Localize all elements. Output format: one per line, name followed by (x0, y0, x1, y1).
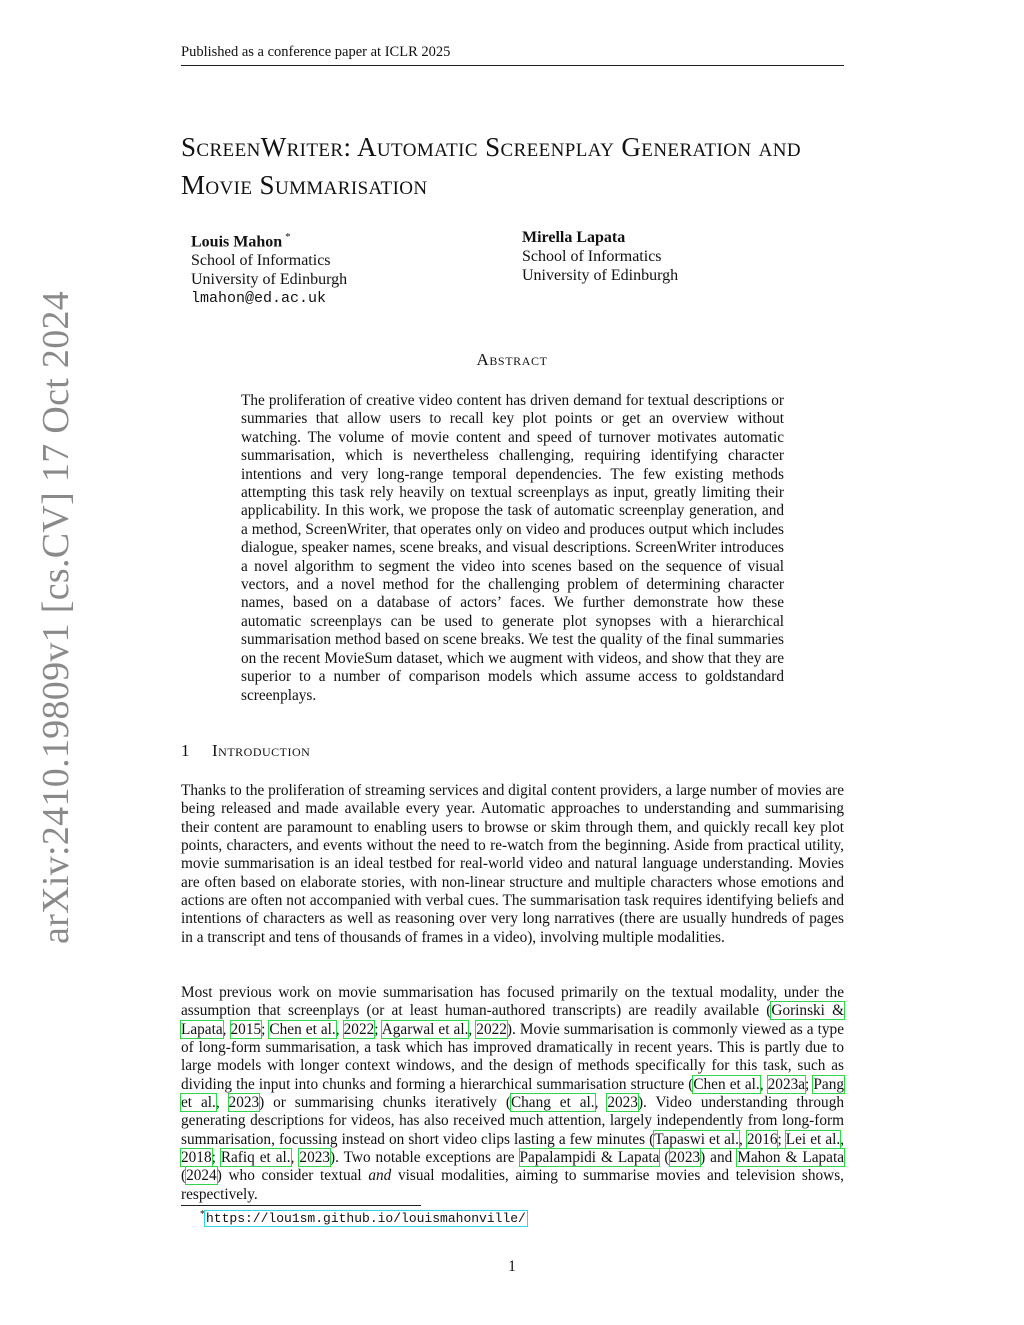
citation-link[interactable]: 2015 (230, 1020, 262, 1038)
citation-link[interactable]: Gorinski & Lapata (181, 1002, 845, 1038)
footnote-mark: * (200, 1209, 205, 1220)
author-footnote-mark: * (285, 231, 291, 243)
citation-link[interactable]: 2023 (607, 1094, 638, 1112)
arxiv-sidebar-stamp: arXiv:2410.19809v1 [cs.CV] 17 Oct 2024 (35, 290, 77, 944)
citation-link[interactable]: 2023 (299, 1149, 331, 1167)
footnote-url-link[interactable]: https://lou1sm.github.io/louismahonville/ (206, 1211, 526, 1226)
section-number: 1 (181, 741, 190, 760)
author-2 (522, 228, 678, 285)
abstract-heading: Abstract (476, 350, 548, 369)
citation-link[interactable]: 2023 (228, 1094, 260, 1112)
intro-paragraph-1: Thanks to the proliferation of streaming services and digital content providers, a large number of movies are being released and made available every year. Automatic approaches to understanding and summarising their content are paramount to enabling users to browse or skim through them, and quickly recall key plot points, characters, and events without the need to re-watch from the beginning. Aside from practical utility, movie summarisation is an ideal testbed for real-world video and natural language understanding. Movies are often based on elaborate stories, with non-linear structure and multiple characters whose emotions and actions are often not accompanied with verbal cues. The summarisation task requires identifying beliefs and intentions of characters as well as reasoning over very long narratives (there are usually hundreds of pages in a transcript and tens of thousands of frames in a video), involving multiple modalities. (181, 782, 844, 946)
paragraph-text: who consider textual (221, 1167, 369, 1185)
author-affiliation: School of Informatics (191, 252, 331, 270)
header-rule (181, 65, 844, 66)
citation-link[interactable]: Lei et al. (785, 1130, 841, 1148)
author-affiliation: School of Informatics (522, 248, 662, 265)
citation-link[interactable]: Chen et al. (693, 1075, 760, 1093)
citation-link[interactable]: 2023a (767, 1075, 806, 1093)
page-number: 1 (508, 1258, 516, 1275)
paragraph-text: ). Movie summarisation is commonly viewed as a type of long-form summarisation, a task which has improved dramatically in recent years. This is partly due to large models with longer context windows, and the design of methods specifically for this task, such as dividing the input into chunks and forming a hierarchical summarisation structure ( (181, 1020, 844, 1093)
paragraph-text: Most previous work on movie summarisation has focused primarily on the textual modality, under the assumption that screenplays (or at least human-authored transcripts) are readily available ( (181, 984, 844, 1020)
author-name: Louis Mahon (191, 233, 283, 251)
footnote (200, 1209, 527, 1226)
citation-link[interactable]: Chen et al. (269, 1020, 336, 1038)
paper-title: ScreenWriter: Automatic Screenplay Generation and Movie Summarisation (181, 132, 802, 200)
citation-link[interactable]: Tapaswi et al. (654, 1130, 739, 1148)
author-1 (191, 228, 347, 308)
citation-link[interactable]: 2022 (343, 1020, 375, 1038)
citation-link[interactable]: 2023 (669, 1149, 701, 1167)
author-name: Mirella Lapata (522, 229, 626, 246)
abstract-text: The proliferation of creative video content has driven demand for textual descriptions or summaries that allow users to recall key plot points or get an overview without watching. The volume of movie content and speed of turnover motivates automatic summarisation, which is nevertheless challenging, requiring identifying character intentions and very long-range temporal dependencies. The few existing methods attempting this task rely heavily on textual screenplays as input, greatly limiting their applicability. In this work, we propose the task of automatic screenplay generation, and a method, ScreenWriter, that operates only on video and produces output which includes dialogue, speaker names, scene breaks, and visual descriptions. ScreenWriter introduces a novel algorithm to segment the video into scenes based on the sequence of visual vectors, and a novel method for the challenging problem of determining character names, based on a database of actors’ faces. We further demonstrate how these automatic screenplays can be used to generate plot synopses with a hierarchical summarisation method based on scene breaks. We test the quality of the final summaries on the recent MovieSum dataset, which we augment with videos, and show that they are superior to a number of comparison models which assume access to goldstandard screenplays. (241, 392, 784, 704)
citation-link[interactable]: Rafiq et al. (220, 1149, 291, 1167)
author-email[interactable]: lmahon@ed.ac.uk (191, 290, 327, 308)
running-header: Published as a conference paper at ICLR 2025 (181, 44, 451, 60)
paragraph-text: and (705, 1149, 738, 1167)
paragraph-text: ). Video understanding through generating descriptions for videos, has also received much attention, largely independently from long-form summarisation, focussing instead on short video clips lasting a few minutes ( (181, 1094, 844, 1148)
citation-link[interactable]: 2018 (181, 1149, 212, 1167)
intro-paragraph-2: Most previous work on movie summarisation has focused primarily on the textual modality, under the assumption that screenplays (or at least human-authored transcripts) are readily available (Gorinski & Lapata, 2015; Chen et al., 2022; Agarwal et al., 2022). Movie summarisation is commonly viewed as a type of long-form summarisation, a task which has improved dramatically in recent years. This is partly due to large models with longer context windows, and the design of methods specifically for this task, such as dividing the input into chunks and forming a hierarchical summarisation structure (Chen et al., 2023a; Pang et al., 2023) or summarising chunks iteratively (Chang et al., 2023). Video understanding through generating descriptions for videos, has also received much attention, largely independently from long-form summarisation, focussing instead on short video clips lasting a few minutes (Tapaswi et al., 2016; Lei et al., 2018; Rafiq et al., 2023). Two notable exceptions are Papalampidi & Lapata (2023) and Mahon & Lapata (2024) who consider textual and visual modalities, aiming to summarise movies and television shows, respectively. (181, 984, 845, 1203)
section-title: Introduction (212, 741, 311, 760)
author-university: University of Edinburgh (522, 267, 679, 284)
paragraph-text: ). Two notable exceptions are (330, 1149, 520, 1167)
citation-link[interactable]: Mahon & Lapata (737, 1149, 844, 1167)
section-heading-introduction (181, 741, 310, 761)
paragraph-text: ) or summarising chunks iteratively ( (259, 1094, 511, 1112)
footnote-rule (181, 1205, 421, 1206)
author-university: University of Edinburgh (191, 271, 348, 289)
citation-link[interactable]: 2022 (476, 1020, 507, 1038)
citation-link[interactable]: Chang et al. (510, 1094, 595, 1112)
emphasis-text: and (368, 1167, 392, 1185)
citation-link[interactable]: Pang et al. (181, 1075, 844, 1112)
citation-link[interactable]: Agarwal et al. (381, 1020, 469, 1038)
citation-link[interactable]: Papalampidi & Lapata (519, 1149, 660, 1167)
paragraph-text: visual modalities, aiming to summarise movies and television shows, respectively. (181, 1167, 844, 1203)
citation-link[interactable]: 2024 (186, 1167, 217, 1185)
citation-link[interactable]: 2016 (746, 1130, 778, 1148)
